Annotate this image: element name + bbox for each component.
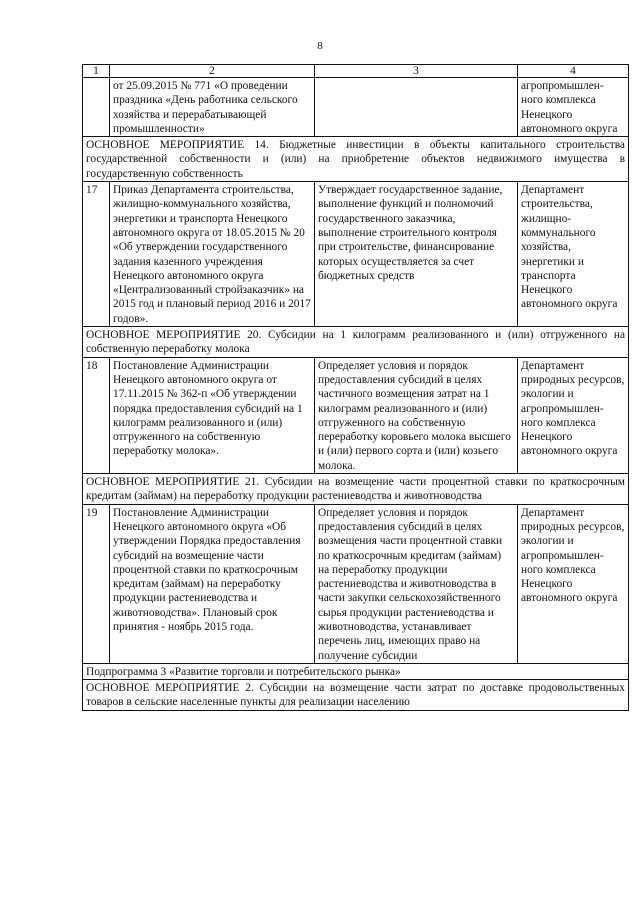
row-number-cell: 17 xyxy=(83,182,110,327)
description-cell: Определяет условия и порядок предоставления субсидий в целях возмещения части процентной ставки по краткосрочным кредитам (займам) на переработку продукции растениеводства и животноводства в части закупки сельскохозяйственного сырья продукции растениеводства и животноводства, устанавливает перечень лиц, имеющих право на получение субсидии xyxy=(315,504,518,663)
description-cell: Определяет условия и порядок предоставления субсидий в целях частичного возмещения затрат на 1 килограмм реализованного и (или) отгруженного на собственную переработку коровьего молока высшего и (или) первого сорта и (или) козьего молока. xyxy=(315,357,518,473)
table-row-19 xyxy=(83,504,629,663)
responsible-cell: агропромышлен-ного комплекса Ненецкого автономного округа xyxy=(518,78,629,137)
column-header-4: 4 xyxy=(518,65,629,78)
row-number-cell xyxy=(83,78,110,137)
section-heading-21: ОСНОВНОЕ МЕРОПРИЯТИЕ 21. Субсидии на возмещение части процентной ставки по краткосрочным кредитам (займам) на переработку продукции растениеводства и животноводства xyxy=(83,474,629,505)
responsible-cell: Департамент строительства, жилищно-коммунального хозяйства, энергетики и транспорта Ненецкого автономного округа xyxy=(518,182,629,327)
section-row-20 xyxy=(83,327,629,358)
section-heading-14: ОСНОВНОЕ МЕРОПРИЯТИЕ 14. Бюджетные инвестиции в объекты капитального строительства государственной собственности и (или) на приобретение объектов недвижимого имущества в государственную собственность xyxy=(83,137,629,182)
subprogram-row-3 xyxy=(83,663,629,679)
responsible-cell: Департамент природных ресурсов, экологии и агропромышлен-ного комплекса Ненецкого автономного округа xyxy=(518,504,629,663)
measures-table xyxy=(82,64,629,711)
subprogram-heading-3: Подпрограмма 3 «Развитие торговли и потребительского рынка» xyxy=(83,663,629,679)
row-number-cell: 19 xyxy=(83,504,110,663)
document-name-cell: Приказ Департамента строительства, жилищно-коммунального хозяйства, энергетики и транспорта Ненецкого автономного округа от 18.05.2015 № 20 «Об утверждении государственного задания казенного учреждения Ненецкого автономного округа «Централизованный стройзаказчик» на 2015 год и плановый период 2016 и 2017 годов». xyxy=(110,182,315,327)
responsible-cell: Департамент природных ресурсов, экологии и агропромышлен-ного комплекса Ненецкого автономного округа xyxy=(518,357,629,473)
document-name-cell: Постановление Администрации Ненецкого автономного округа от 17.11.2015 № 362-п «Об утверждении порядка предоставления субсидий на 1 килограмм реализованного и (или) отгруженного на собственную переработку молока». xyxy=(110,357,315,473)
table-row-17 xyxy=(83,182,629,327)
description-cell xyxy=(315,78,518,137)
table-row-continued xyxy=(83,78,629,137)
section-heading-2: ОСНОВНОЕ МЕРОПРИЯТИЕ 2. Субсидии на возмещение части затрат по доставке продовольственных товаров в сельские населенные пункты для реализации населению xyxy=(83,680,629,711)
document-name-cell: от 25.09.2015 № 771 «О проведении праздника «День работника сельского хозяйства и перерабатывающей промышленности» xyxy=(110,78,315,137)
section-heading-20: ОСНОВНОЕ МЕРОПРИЯТИЕ 20. Субсидии на 1 килограмм реализованного и (или) отгруженного на собственную переработку молока xyxy=(83,327,629,358)
section-row-21 xyxy=(83,474,629,505)
section-row-2 xyxy=(83,680,629,711)
section-row-14 xyxy=(83,137,629,182)
page-number: 8 xyxy=(317,40,323,52)
row-number-cell: 18 xyxy=(83,357,110,473)
table-header-row xyxy=(83,65,629,78)
column-header-1: 1 xyxy=(83,65,110,78)
description-cell: Утверждает государственное задание, выполнение функций и полномочий государственного заказчика, выполнение строительного контроля при строительстве, финансирование которых осуществляется за счет бюджетных средств xyxy=(315,182,518,327)
column-header-2: 2 xyxy=(110,65,315,78)
table-row-18 xyxy=(83,357,629,473)
column-header-3: 3 xyxy=(315,65,518,78)
document-name-cell: Постановление Администрации Ненецкого автономного округа «Об утверждении Порядка предоставления субсидий на возмещение части процентной ставки по краткосрочным кредитам (займам) на переработку продукции растениеводства и животноводства». Плановый срок принятия - ноябрь 2015 года. xyxy=(110,504,315,663)
